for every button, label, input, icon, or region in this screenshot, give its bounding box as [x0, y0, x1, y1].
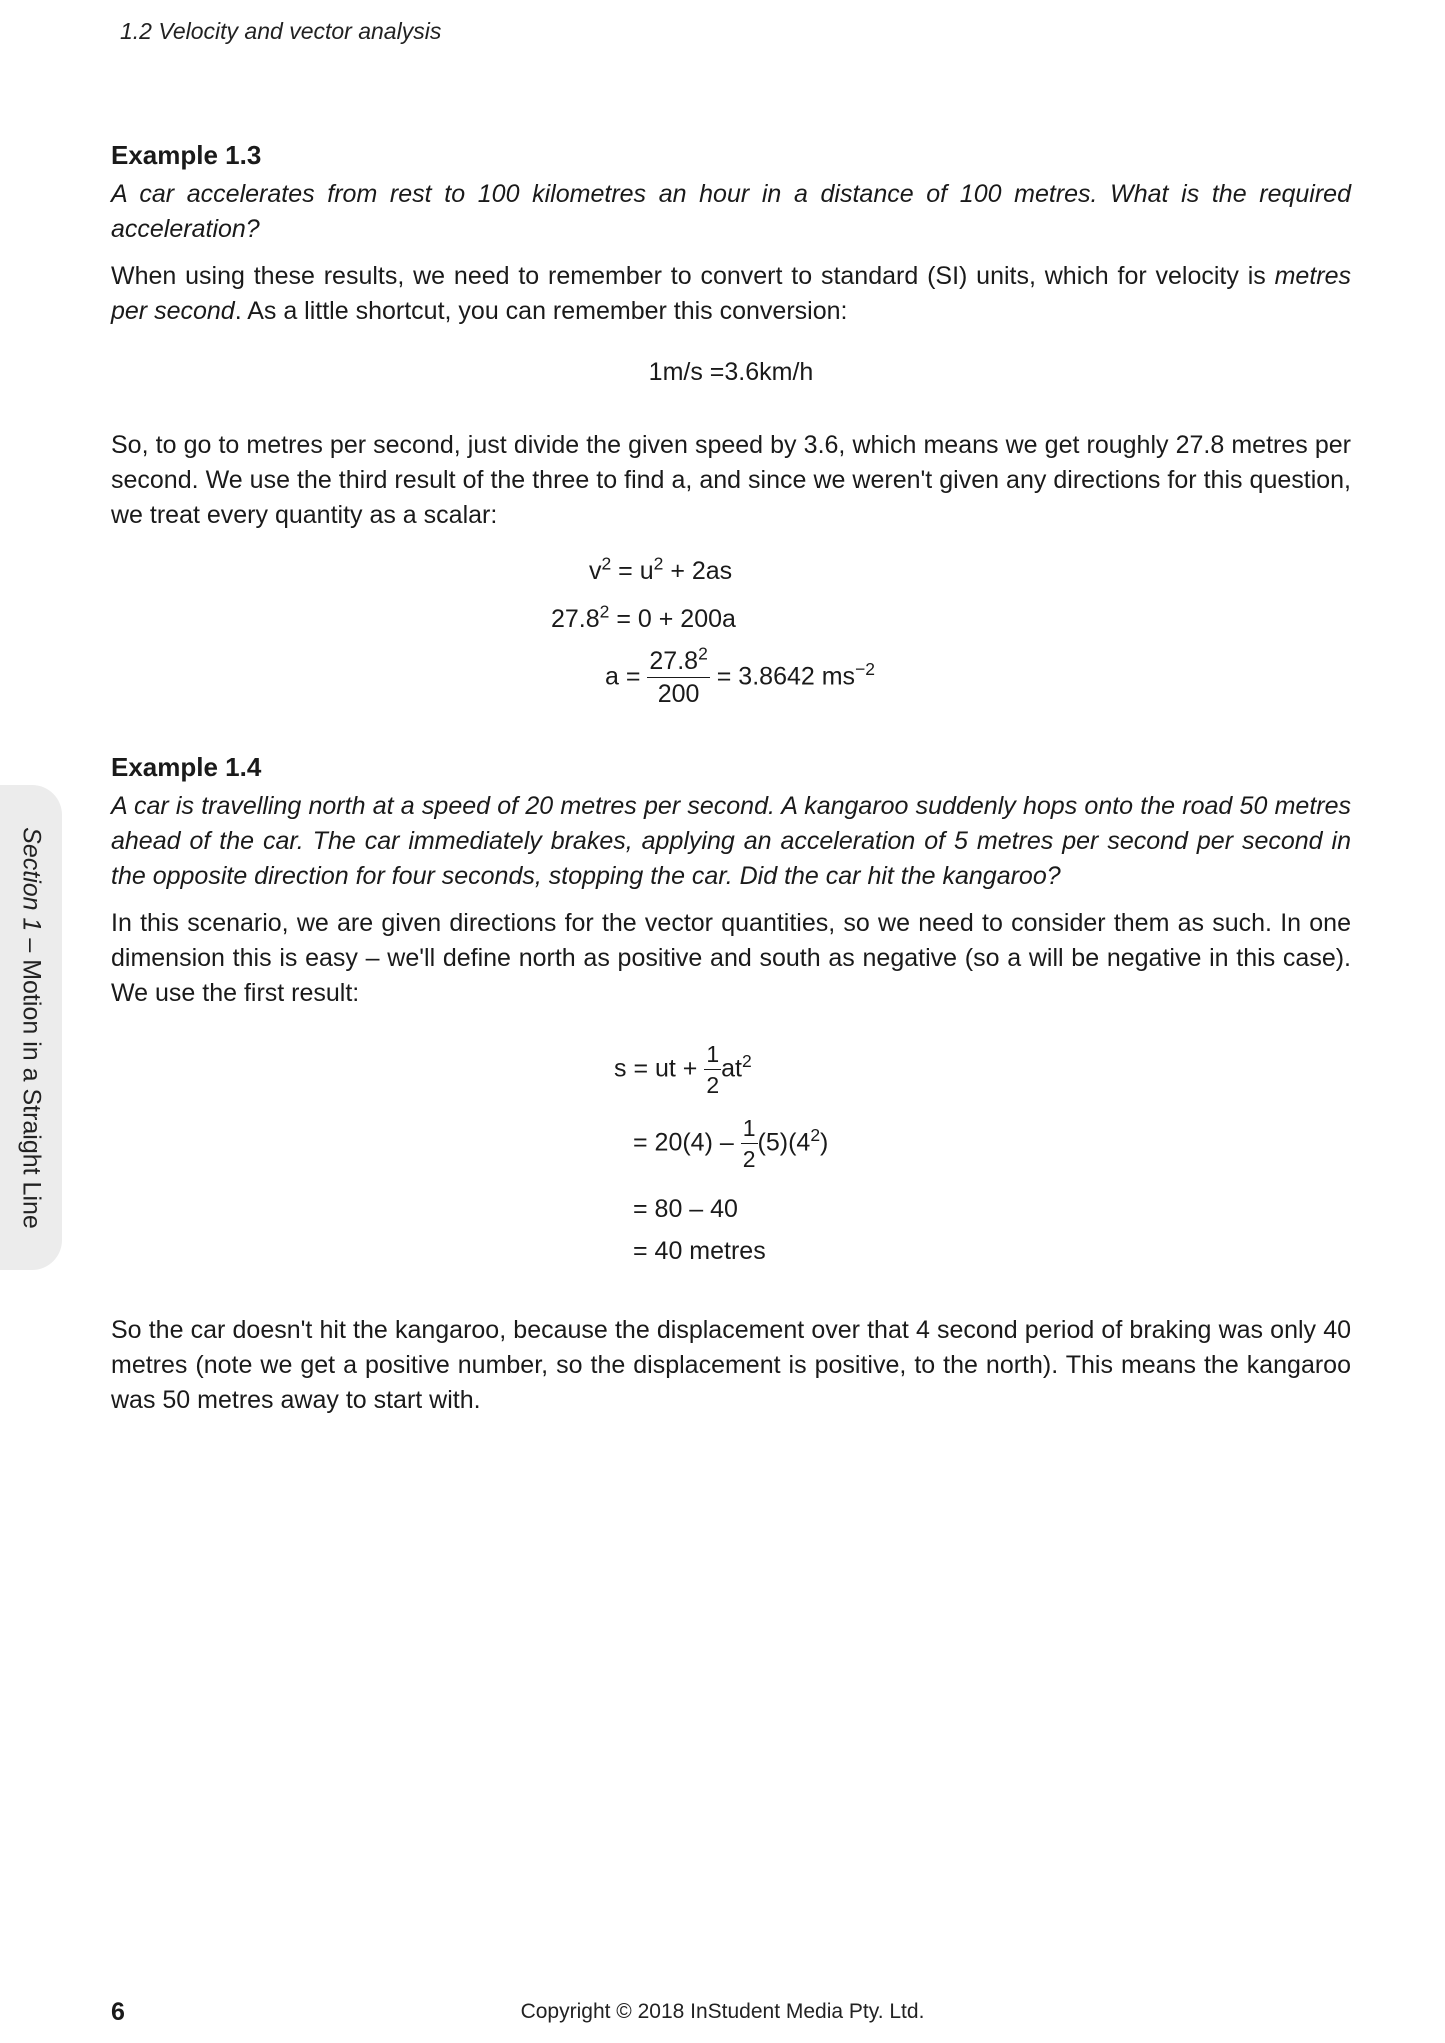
page-content — [111, 138, 1351, 1430]
section-separator: – — [17, 931, 46, 960]
section-topic: Motion in a Straight Line — [17, 959, 46, 1229]
example-1-4-conclusion: So the car doesn't hit the kangaroo, because the displacement over that 4 second period of braking was only 40 metres (note we get a positive number, so the displacement is positive, to the north). This means the kangaroo was 50 metres away to start with. — [111, 1316, 1351, 1414]
example-1-3-paragraph-2: So, to go to metres per second, just divide the given speed by 3.6, which means we get roughly 27.8 metres per second. We use the third result of the three to find a, and since we weren't given any directions for this question, we treat every quantity as a scalar: — [111, 431, 1351, 529]
example-1-4-paragraph-1: In this scenario, we are given directions for the vector quantities, so we need to consider them as such. In one dimension this is easy – we'll define north as positive and south as negative (so a will be negative in this case). We use the first result: — [111, 909, 1351, 1007]
para-emphasis: metres per second — [111, 262, 1351, 325]
example-1-3-title: Example 1.3 — [111, 140, 262, 170]
equation-block-1-4 — [111, 1023, 1351, 1313]
section-number: Section 1 — [17, 827, 46, 932]
para-text: . As a little shortcut, you can remember this conversion: — [234, 297, 848, 325]
page-number: 6 — [111, 1998, 125, 2026]
equation-line-2: $27.8^2 = 0 + 200a$ — [551, 601, 736, 633]
equation-line-1: s = ut + $\frac{1}{2}$ $at^2$ — [614, 1041, 752, 1098]
equation-line-3: = 80 – 40 — [633, 1195, 738, 1223]
equation-block-1-3 — [111, 545, 1351, 750]
equation-line-2: = 20(4) – $\frac{1}{2}$ $(5)(4^2)$ — [633, 1115, 829, 1172]
copyright-notice: Copyright © 2018 InStudent Media Pty. Ltd. — [520, 2000, 925, 2023]
equation-line-1: $v^2 = u^2 + 2as$ — [589, 553, 733, 585]
example-1-4-title: Example 1.4 — [111, 752, 262, 782]
fraction: $\frac{27.8^2}{200}$ — [649, 643, 708, 708]
section-tab-label — [17, 827, 46, 1229]
equation-line-4: = 40 metres — [633, 1237, 766, 1265]
running-head: 1.2 Velocity and vector analysis — [120, 18, 442, 44]
para-text: When using these results, we need to remember to convert to standard (SI) units, which for velocity is — [111, 262, 1275, 290]
equation-line-3: a = $\frac{27.8^2}{200}$ = 3.8642 $ms^{-2}$ — [605, 643, 875, 708]
fraction-half: $\frac{1}{2}$ — [706, 1041, 720, 1098]
conversion-formula: 1m/s =3.6km/h — [648, 358, 814, 386]
fraction-half: $\frac{1}{2}$ — [742, 1115, 756, 1172]
example-1-3-question: A car accelerates from rest to 100 kilometres an hour in a distance of 100 metres. What is the required acceleration? — [111, 180, 1351, 243]
example-1-4-question: A car is travelling north at a speed of 20 metres per second. A kangaroo suddenly hops onto the road 50 metres ahead of the car. The car immediately brakes, applying an acceleration of 5 metres per second per second in the opposite direction for four seconds, stopping the car. Did the car hit the kangaroo? — [111, 792, 1351, 890]
example-1-3-paragraph-1 — [111, 259, 1351, 329]
